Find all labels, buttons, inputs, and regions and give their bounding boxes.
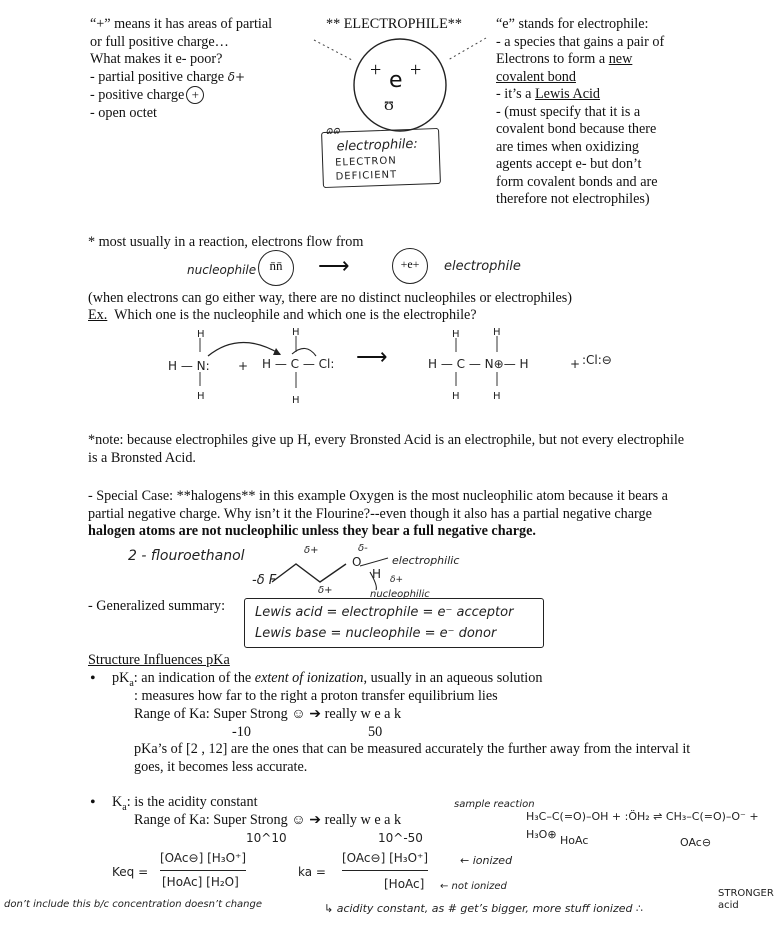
molecule-name: 2 - flouroethanol [128, 548, 245, 564]
card-label: DEFICIENT [335, 169, 398, 183]
reaction-diagram [160, 326, 630, 406]
hoac-label: HoAc [560, 834, 589, 847]
text-line: covalent bond [496, 68, 576, 85]
h-atom: H [197, 391, 205, 402]
summary-box [244, 598, 544, 648]
subscript: a [129, 677, 134, 689]
dont-include-note: don’t include this b/c concentration doesn’t change [4, 899, 262, 910]
summary-line: Lewis acid = electrophile = e⁻ acceptor [255, 605, 514, 620]
ka-num: [OAc⊖] [H₃O⁺] [342, 850, 428, 871]
stronger-acid-note: STRONGER acid [718, 888, 774, 911]
h-atom: H [493, 391, 501, 402]
text-line: therefore not electrophiles) [496, 191, 650, 207]
oac-label: OAc⊖ [680, 836, 712, 849]
text-line [496, 86, 782, 104]
face-left-plus: + [370, 59, 382, 81]
ch3cl-label: H — C — Cl: [262, 357, 335, 371]
bronsted-note: *note: because electrophiles give up H, every Bronsted Acid is an electrophile, but not every electrophile is a Bronsted Acid. [88, 432, 685, 466]
summary-line: Lewis base = nucleophile = e⁻ donor [255, 626, 497, 641]
keq-num: [OAc⊖] [H₃O⁺] [160, 850, 246, 871]
ex-label: Ex. [88, 307, 108, 323]
text-segment: : is the acidity constant [126, 794, 258, 810]
text-line [90, 86, 320, 105]
text-line: agents accept e- but don’t [496, 156, 642, 172]
card-label: electrophile: [336, 136, 419, 155]
pka-range: Range of Ka: Super Strong ☺ ➔ really w e a k [134, 706, 402, 722]
electrophilic-label: electrophilic [392, 554, 460, 567]
ka-den: [HoAc] [384, 877, 425, 891]
text-line [90, 69, 320, 87]
flow-note: (when electrons can go either way, there are no distinct nucleophiles or electrophiles) [88, 290, 573, 306]
top-right-block [496, 16, 782, 209]
text-line: - (must specify that it is a [496, 103, 641, 120]
text-line: “+” means it has areas of partial [90, 16, 273, 32]
plus-label: + [570, 357, 581, 371]
new-word: new [608, 51, 633, 67]
ka-lo: 10^10 [246, 831, 287, 845]
h-atom: H [292, 395, 300, 406]
pka-lo: -10 [232, 724, 251, 740]
text-line [496, 51, 782, 69]
delta-label: δ- [358, 543, 368, 554]
text-line: - a species that gains a pair of [496, 33, 665, 50]
reaction-arrow: ⟶ [356, 344, 388, 369]
nucleophile-label: nucleophile [187, 263, 257, 277]
text-line: form covalent bonds and are [496, 173, 658, 190]
sample-reaction: H₃C–C(=O)–OH + :ÖH₂ ⇌ CH₃–C(=O)–O⁻ + H₃O⊕ [526, 810, 759, 841]
text-segment: Electrons to form a [496, 51, 606, 67]
delta-label: δ+ [304, 545, 319, 556]
text-segment: , usually in an aqueous solution [363, 670, 543, 686]
hydrogen-label: H [372, 567, 382, 581]
special-bold: halogen atoms are not nucleophilic unless they bear a full negative charge. [88, 523, 536, 539]
text-segment: K [112, 794, 123, 810]
electrophile-title: ** ELECTROPHILE** [326, 16, 462, 32]
delta-plus-mark: δ+ [227, 69, 246, 84]
pka-line: : measures how far to the right a proton transfer equilibrium lies [134, 688, 498, 704]
text-segment: - partial positive charge [90, 68, 225, 85]
ionized-note: ← ionized [460, 854, 513, 867]
pka-heading: Structure Influences pKa [88, 652, 230, 668]
example-line [88, 307, 477, 325]
special-case [88, 488, 688, 541]
plus-label: + [238, 359, 249, 373]
text-line: covalent bond because there [496, 121, 657, 137]
card-mark: ɷɷ [325, 125, 341, 137]
delta-label: δ+ [318, 585, 333, 596]
oxygen-label: O [352, 555, 362, 569]
ka-bullet: • [90, 794, 96, 811]
subscript: a [122, 801, 127, 813]
top-left-block [90, 16, 320, 122]
special-text: - Special Case: **halogens** in this example Oxygen is the most nucleophilic atom because it bears a partial negative charge. Why isn’t it the Flourine?--even though it also has a partial negative charge [88, 488, 668, 522]
pka-hi: 50 [368, 724, 383, 740]
electrophile-label: electrophile [444, 259, 521, 274]
face-mouth: ʊ [384, 94, 394, 114]
keq-den: [HoAc] [H₂O] [162, 875, 239, 889]
face-e: e [389, 68, 403, 93]
nucleophilic-label: nucleophilic [370, 589, 430, 600]
text-segment: extent of ionization [254, 670, 364, 686]
lewis-acid-word: Lewis Acid [535, 86, 601, 102]
text-segment: - it’s a [496, 86, 532, 102]
sample-label: sample reaction [454, 799, 535, 810]
not-ionized-note: ← not ionized [440, 881, 507, 892]
flow-arrow: ⟶ [318, 253, 350, 278]
pka-bullet: • [90, 670, 96, 687]
product-label: H — C — N⊕— H [428, 357, 529, 371]
text-segment: pK [112, 670, 130, 686]
text-line: What makes it e- poor? [90, 51, 223, 67]
ex-question: Which one is the nucleophile and which one is the electrophile? [114, 307, 477, 323]
h-atom: H [292, 327, 300, 338]
h-atom: H [452, 329, 460, 340]
ka-hi: 10^-50 [378, 831, 423, 845]
text-line: “e” stands for electrophile: [496, 16, 649, 32]
nucleophile-face-icon: n̄n̄ [258, 250, 294, 286]
text-line: - open octet [90, 104, 157, 121]
h-atom: H [452, 391, 460, 402]
acidity-note: ↳ acidity constant, as # get’s bigger, more stuff ionized ∴ [324, 902, 643, 915]
delta-label: δ+ [390, 575, 404, 585]
text-segment: - positive charge [90, 87, 185, 103]
text-line: or full positive charge… [90, 33, 229, 50]
plus-circle-icon: + [186, 86, 204, 104]
h-atom: H [493, 327, 501, 338]
face-right-plus: + [410, 59, 422, 81]
summary-label: - Generalized summary: [88, 598, 226, 614]
text-line: are times when oxidizing [496, 138, 640, 155]
keq-label: Keq = [112, 865, 149, 879]
electrophile-face-icon: +e+ [392, 248, 428, 284]
ka-range: Range of Ka: Super Strong ☺ ➔ really w e a k [134, 812, 402, 828]
text-segment: : an indication of the [133, 670, 252, 686]
fluorine-label: -δ F [252, 573, 277, 588]
chloride-label: :Cl:⊖ [582, 353, 612, 367]
h-atom: H [197, 329, 205, 340]
flow-intro: * most usually in a reaction, electrons flow from [88, 234, 364, 250]
pka-line: pKa’s of [2 , 12] are the ones that can be measured accurately the further away from the interval it goes, it becomes less accurate. [134, 741, 691, 775]
electrophile-card [321, 125, 441, 188]
nh3-label: H — N: [168, 359, 210, 373]
ka-label: ka = [298, 865, 326, 879]
card-label: ELECTRON [334, 155, 397, 169]
